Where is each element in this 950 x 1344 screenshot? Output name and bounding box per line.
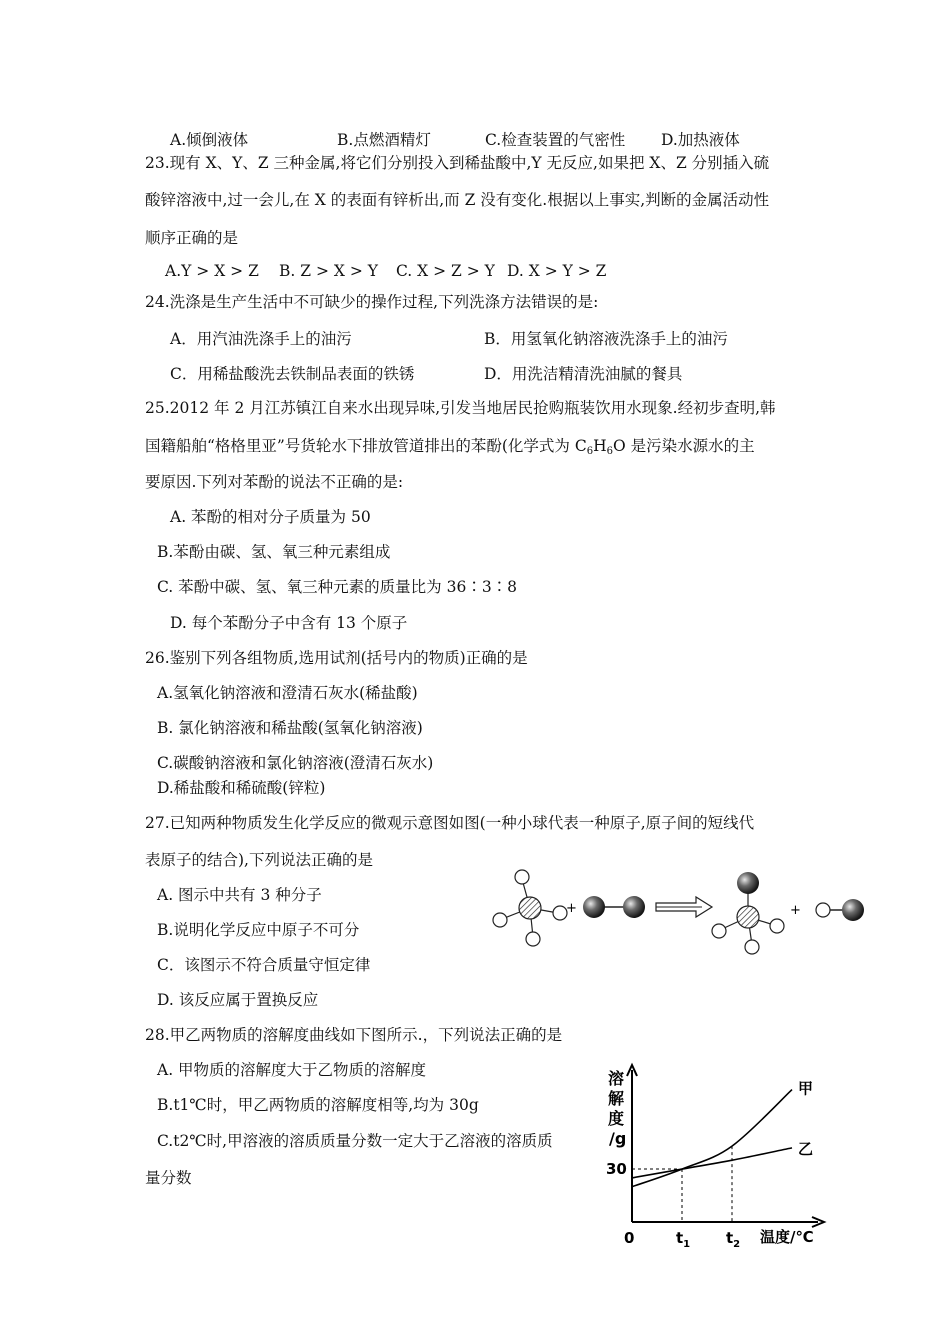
q25-stem-line-2: 国籍船舶“格格里亚”号货轮水下排放管道排出的苯酚(化学式为 $C_6H_6O$ 是污染水源水的主 (145, 437, 755, 457)
white-atom (745, 940, 759, 954)
q22-option-a[interactable]: A.倾倒液体 (170, 131, 249, 149)
q26-option-d[interactable]: D.稀盐酸和稀硫酸(锌粒) (157, 779, 326, 797)
x-tick-t1: $t_1$ (676, 1229, 691, 1250)
q25-stem-line-1: 25.2012 年 2 月江苏镇江自来水出现异味,引发当地居民抢购瓶装饮用水现象.经初步查明,韩 (145, 399, 776, 417)
q24-stem: 24.洗涤是生产生活中不可缺少的操作过程,下列洗涤方法错误的是: (145, 293, 599, 311)
reactant-molecule-1 (493, 870, 567, 946)
q26-stem: 26.鉴别下列各组物质,选用试剂(括号内的物质)正确的是 (145, 649, 528, 667)
q22-option-c[interactable]: C.检查装置的气密性 (485, 131, 626, 149)
product-molecule-2 (816, 899, 864, 921)
y-tick-30: 30 (606, 1160, 627, 1179)
white-atom (493, 913, 507, 927)
reaction-arrow-icon (656, 897, 712, 917)
q23-option-d[interactable]: D. X > Y > Z (507, 262, 607, 280)
q23-option-a[interactable]: A.Y > X > Z (165, 262, 259, 280)
q27-option-d[interactable]: D. 该反应属于置换反应 (157, 991, 319, 1009)
q23-option-c[interactable]: C. X > Z > Y (396, 262, 495, 280)
dark-atom (583, 896, 605, 918)
q28-option-c[interactable]: C.t2℃时,甲溶液的溶质质量分数一定大于乙溶液的溶质质 (157, 1132, 553, 1150)
white-atom (526, 932, 540, 946)
q28-option-c-cont[interactable]: 量分数 (145, 1169, 192, 1187)
dark-atom (737, 872, 759, 894)
hatched-atom (519, 897, 541, 919)
q25-option-a[interactable]: A. 苯酚的相对分子质量为 50 (170, 508, 371, 526)
plus-sign-1: + (566, 901, 577, 916)
q28-option-b[interactable]: B.t1℃时，甲乙两物质的溶解度相等,均为 30g (157, 1096, 479, 1114)
series-jia-label: 甲 (798, 1079, 814, 1098)
q27-stem-line-1: 27.已知两种物质发生化学反应的微观示意图如图(一种小球代表一种原子,原子间的短线代 (145, 814, 755, 832)
q26-option-c[interactable]: C.碳酸钠溶液和氯化钠溶液(澄清石灰水) (157, 754, 434, 772)
dark-atom (842, 899, 864, 921)
q22-option-b[interactable]: B.点燃酒精灯 (337, 131, 431, 149)
white-atom (515, 870, 529, 884)
x-axis-label: 温度/℃ (760, 1228, 814, 1246)
reaction-diagram (490, 865, 870, 955)
q23-option-b[interactable]: B. Z > X > Y (279, 262, 378, 280)
series-yi-label: 乙 (798, 1139, 814, 1158)
plus-sign-2: + (790, 903, 801, 918)
white-atom (770, 919, 784, 933)
white-atom (553, 906, 567, 920)
ylabel-char-2: 解 (608, 1089, 625, 1108)
q24-option-c[interactable]: C．用稀盐酸洗去铁制品表面的铁锈 (170, 365, 415, 383)
q27-option-c[interactable]: C．该图示不符合质量守恒定律 (157, 956, 371, 974)
q25-option-c[interactable]: C. 苯酚中碳、氢、氧三种元素的质量比为 36∶3∶8 (157, 578, 518, 596)
q24-option-b[interactable]: B．用氢氧化钠溶液洗涤手上的油污 (484, 330, 728, 348)
ylabel-char-4: /g (609, 1129, 627, 1148)
q28-stem: 28.甲乙两物质的溶解度曲线如下图所示.，下列说法正确的是 (145, 1026, 563, 1044)
q27-stem-line-2: 表原子的结合),下列说法正确的是 (145, 851, 373, 869)
q25-option-d[interactable]: D. 每个苯酚分子中含有 13 个原子 (170, 614, 408, 632)
reactant-molecule-2 (583, 896, 645, 918)
ylabel-char-1: 溶 (608, 1069, 625, 1088)
dark-atom (623, 896, 645, 918)
white-atom (712, 924, 726, 938)
q23-stem-line-3: 顺序正确的是 (145, 229, 239, 247)
y-axis-label (608, 1069, 626, 1148)
q24-option-a[interactable]: A．用汽油洗涤手上的油污 (170, 330, 352, 348)
q22-option-d[interactable]: D.加热液体 (661, 131, 740, 149)
formula-subscript-c: 6 (586, 446, 594, 457)
q27-option-a[interactable]: A. 图示中共有 3 种分子 (157, 886, 322, 904)
q27-option-b[interactable]: B.说明化学反应中原子不可分 (157, 921, 360, 939)
q23-stem-line-2: 酸锌溶液中,过一会儿,在 X 的表面有锌析出,而 Z 没有变化.根据以上事实,判断的金属活动性 (145, 191, 770, 209)
ylabel-char-3: 度 (608, 1109, 625, 1128)
q25-stem-line-3: 要原因.下列对苯酚的说法不正确的是: (145, 473, 404, 491)
formula-subscript-h: 6 (606, 446, 613, 457)
q28-option-a[interactable]: A. 甲物质的溶解度大于乙物质的溶解度 (157, 1061, 427, 1079)
solubility-chart (600, 1062, 870, 1252)
q26-option-a[interactable]: A.氢氧化钠溶液和澄清石灰水(稀盐酸) (157, 684, 418, 702)
hatched-atom (737, 906, 759, 928)
q24-option-d[interactable]: D．用洗洁精清洗油腻的餐具 (484, 365, 683, 383)
x-tick-t2: $t_2$ (726, 1229, 741, 1250)
q25-option-b[interactable]: B.苯酚由碳、氢、氧三种元素组成 (157, 543, 391, 561)
q23-stem-line-1: 23.现有 X、Y、Z 三种金属,将它们分别投入到稀盐酸中,Y 无反应,如果把 X、Z 分别插入硫 (145, 154, 770, 172)
series-yi-curve (632, 1148, 792, 1178)
q26-option-b[interactable]: B. 氯化钠溶液和稀盐酸(氢氧化钠溶液) (157, 719, 423, 737)
white-atom (816, 903, 830, 917)
product-molecule-1 (712, 872, 784, 954)
origin-label: 0 (624, 1229, 635, 1247)
series-jia-curve (632, 1090, 792, 1187)
